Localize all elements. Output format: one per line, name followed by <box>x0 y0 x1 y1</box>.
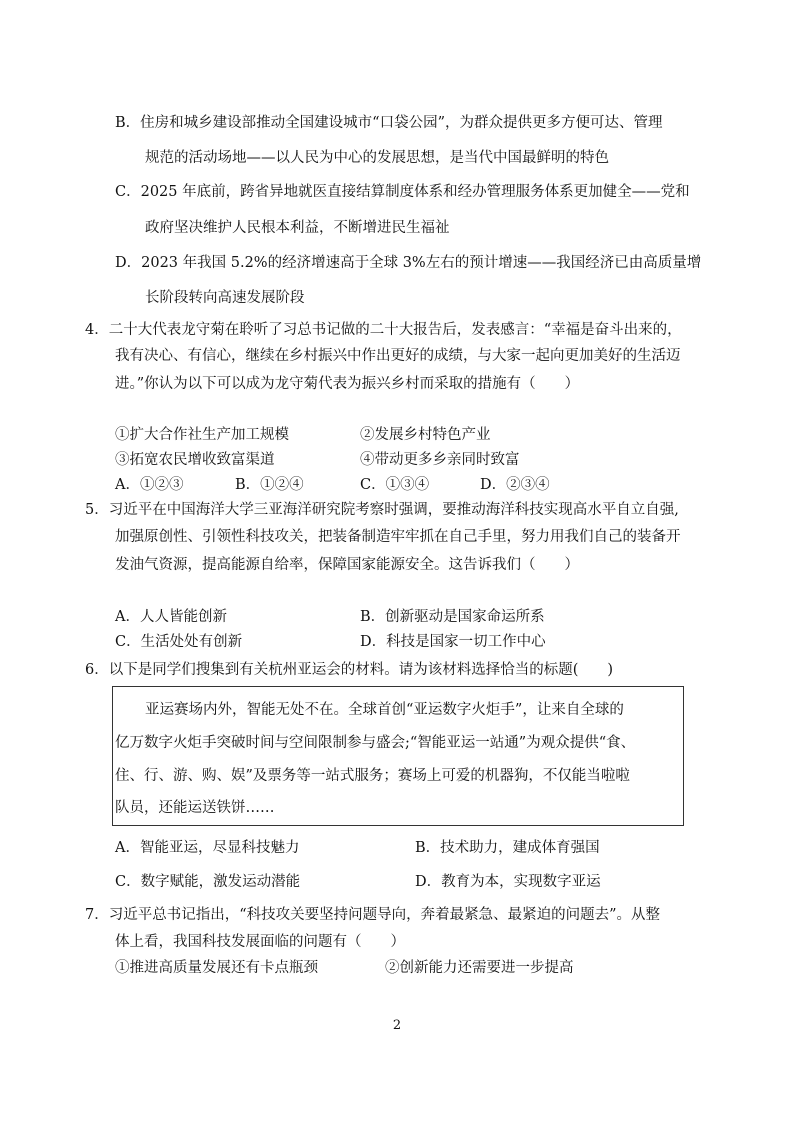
q4-item-2: ②发展乡村特色产业 <box>360 427 491 443</box>
q4-option-a: A．①②③ <box>115 477 184 493</box>
q5-stem-line1: 5．习近平在中国海洋大学三亚海洋研究院考察时强调，要推动海洋科技实现高水平自立自强, <box>85 502 679 518</box>
q5-option-a: A．人人皆能创新 <box>115 609 227 625</box>
q6-option-b: B．技术助力，建成体育强国 <box>415 840 600 856</box>
q6-stem: 6．以下是同学们搜集到有关杭州亚运会的材料。请为该材料选择恰当的标题( ) <box>85 662 614 678</box>
q4-option-b: B．①②④ <box>235 477 304 493</box>
q4-item-3: ③拓宽农民增收致富渠道 <box>115 452 275 468</box>
q6-material-line3: 住、行、游、购、娱”及票务等一站式服务；赛场上可爱的机器狗，不仅能当啦啦 <box>115 768 630 784</box>
q6-material-line1: 亚运赛场内外，智能无处不在。全球首创“亚运数字火炬手”，让来自全球的 <box>145 702 624 718</box>
q4-stem-line2: 我有决心、有信心，继续在乡村振兴中作出更好的成绩，与大家一起向更加美好的生活迈 <box>115 348 681 364</box>
q7-stem-line2: 体上看，我国科技发展面临的问题有（ ） <box>115 934 405 950</box>
q3-option-b-line2: 规范的活动场地——以人民为中心的发展思想，是当代中国最鲜明的特色 <box>145 150 609 166</box>
q4-item-1: ①扩大合作社生产加工规模 <box>115 427 289 443</box>
q4-stem-line3: 进。”你认为以下可以成为龙守菊代表为振兴乡村而采取的措施有（ ） <box>115 376 580 392</box>
q7-stem-line1: 7．习近平总书记指出，“科技攻关要坚持问题导向，奔着最紧急、最紧迫的问题去”。从整 <box>85 907 661 923</box>
q6-material-line2: 亿万数字火炬手突破时间与空间限制参与盛会;“智能亚运一站通”为观众提供“食、 <box>115 735 636 751</box>
q6-material-line4: 队员，还能运送铁饼…… <box>115 800 275 816</box>
q5-option-d: D．科技是国家一切工作中心 <box>360 634 546 650</box>
q4-item-4: ④带动更多乡亲同时致富 <box>360 452 520 468</box>
q6-option-d: D．教育为本，实现数字亚运 <box>415 874 601 890</box>
q5-stem-line3: 发油气资源，提高能源自给率，保障国家能源安全。这告诉我们（ ） <box>115 557 579 573</box>
q6-option-a: A．智能亚运，尽显科技魅力 <box>115 840 300 856</box>
q7-item-2: ②创新能力还需要进一步提高 <box>385 960 574 976</box>
q3-option-d-line1: D．2023 年我国 5.2%的经济增速高于全球 3%左右的预计增速——我国经济已由高质量增 <box>115 255 702 271</box>
q5-option-c: C．生活处处有创新 <box>115 634 243 650</box>
q4-option-c: C．①③④ <box>360 477 430 493</box>
q3-option-c-line1: C．2025 年底前，跨省异地就医直接结算制度体系和经办管理服务体系更加健全——党和 <box>115 184 690 200</box>
q5-stem-line2: 加强原创性、引领性科技攻关，把装备制造牢牢抓在自己手里，努力用我们自己的装备开 <box>115 529 681 545</box>
q3-option-d-line2: 长阶段转向高速发展阶段 <box>145 290 305 306</box>
q6-option-c: C．数字赋能，激发运动潜能 <box>115 874 301 890</box>
q5-option-b: B．创新驱动是国家命运所系 <box>360 609 545 625</box>
q3-option-b-line1: B．住房和城乡建设部推动全国建设城市“口袋公园”，为群众提供更多方便可达、管理 <box>115 115 663 131</box>
page-number: 2 <box>392 1018 402 1033</box>
q4-option-d: D．②③④ <box>480 477 550 493</box>
q7-item-1: ①推进高质量发展还有卡点瓶颈 <box>115 960 318 976</box>
q4-stem-line1: 4．二十大代表龙守菊在聆听了习总书记做的二十大报告后，发表感言：“幸福是奋斗出来的， <box>85 322 682 338</box>
q3-option-c-line2: 政府坚决维护人民根本利益，不断增进民生福祉 <box>145 220 450 236</box>
